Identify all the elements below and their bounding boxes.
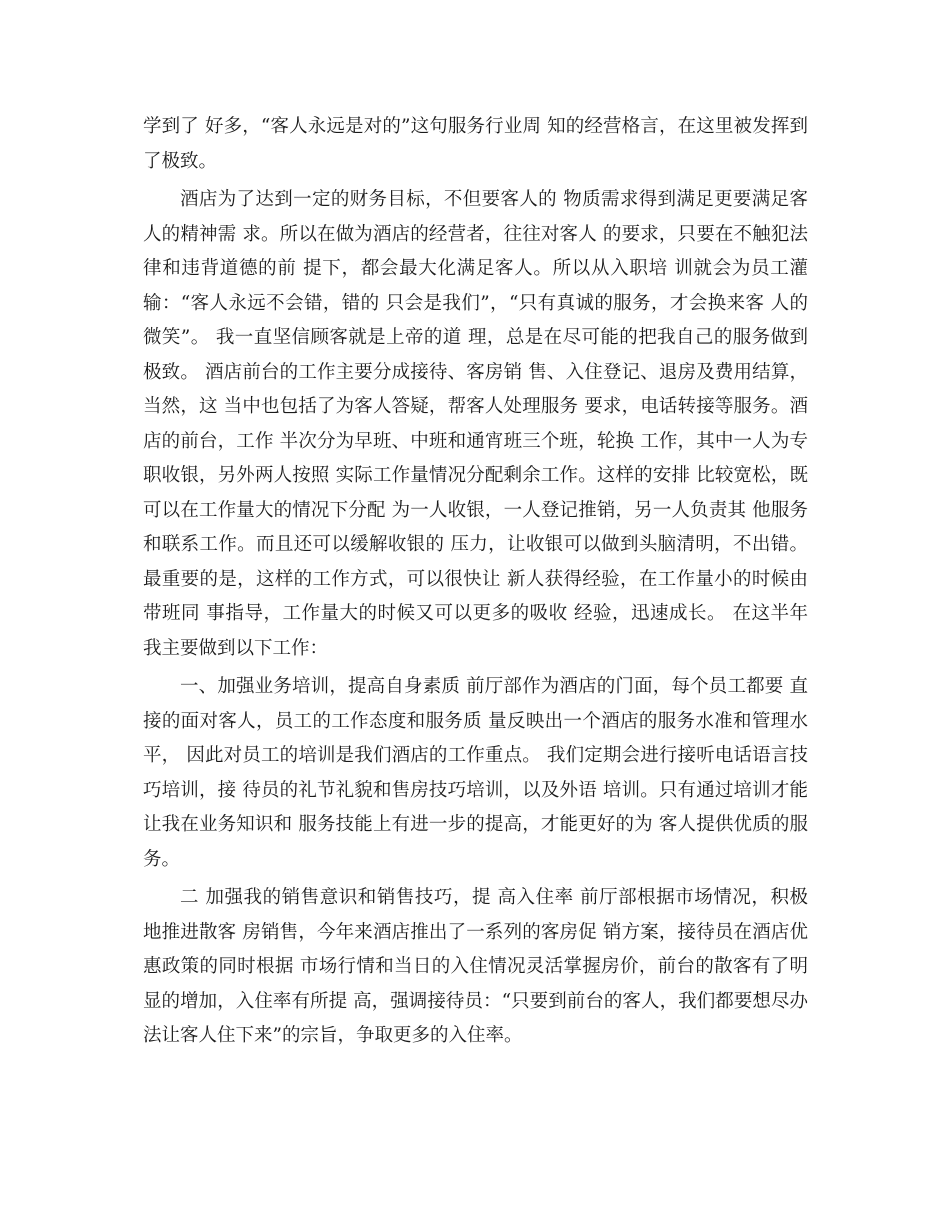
paragraph-training: 一、加强业务培训，提高自身素质 前厅部作为酒店的门面，每个员工都要 直接的面对客人，员工的工作态度和服务质 量反映出一个酒店的服务水准和管理水平， 因此对员工的培训是我们酒店的工作重点。 我们定期会进行接听电话语言技巧培训，接 待员的礼节礼貌和售房技巧培训，以及外语 培训。只有通过培训才能让我在业务知识和 服务技能上有进一步的提高，才能更好的为 客人提供优质的服务。 xyxy=(143,676,808,870)
document-body xyxy=(143,110,808,1058)
paragraph-sales: 二 加强我的销售意识和销售技巧，提 高入住率 前厅部根据市场情况，积极地推进散客 房销售，今年来酒店推出了一系列的客房促 销方案，接待员在酒店优惠政策的同时根据 市场行情和当日的入住情况灵活掌握房价，前台的散客有了明显的增加，入住率有所提 高，强调接待员：“只要到前台的客人，我们都要想尽办法让客人住下来”的宗旨，争取更多的入住率。 xyxy=(143,887,808,1046)
paragraph-continuation: 学到了 好多，“客人永远是对的”这句服务行业周 知的经营格言，在这里被发挥到了极致。 xyxy=(143,116,808,172)
paragraph-hotel-goals: 酒店为了达到一定的财务目标，不但要客人的 物质需求得到满足更要满足客人的精神需 求。所以在做为酒店的经营者，往往对客人 的要求，只要在不触犯法律和违背道德的前 提下，都会最大化满足客人。所以从入职培 训就会为员工灌输：“客人永远不会错，错的 只会是我们”，“只有真诚的服务，才会换来客 人的微笑”。 我一直坚信顾客就是上帝的道 理，总是在尽可能的把我自己的服务做到极致。 酒店前台的工作主要分成接待、客房销 售、入住登记、退房及费用结算，当然，这 当中也包括了为客人答疑，帮客人处理服务 要求，电话转接等服务。酒店的前台，工作 半次分为早班、中班和通宵班三个班，轮换 工作，其中一人为专职收银，另外两人按照 实际工作量情况分配剩余工作。这样的安排 比较宽松，既可以在工作量大的情况下分配 为一人收银，一人登记推销，另一人负责其 他服务和联系工作。而且还可以缓解收银的 压力，让收银可以做到头脑清明，不出错。 最重要的是，这样的工作方式，可以很快让 新人获得经验，在工作量小的时候由带班同 事指导，工作量大的时候又可以更多的吸收 经验，迅速成长。 在这半年我主要做到以下工作： xyxy=(143,189,808,659)
